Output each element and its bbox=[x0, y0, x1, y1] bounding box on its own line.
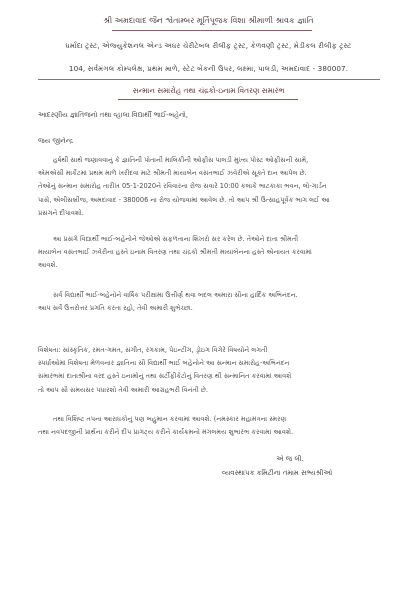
paragraph-line: સ્પર્ધાઓમાં વિશેષતા મેળવનાર જ્ઞાતિના સૌ વિદ્યાર્થી ભાઈ બહેનોને આ સન્માન સમારોહ-અભિનંદન bbox=[38, 359, 290, 368]
paragraph-line: પાસે, એલીસબ્રીજ, અમદાવાદ - 380006 ના રોજ યોજવામાં આવેલ છે. તો આપ શ્રી ઉત્સાહપૂર્વક ભાગ લઈ આ bbox=[38, 195, 330, 204]
paragraph-line: માયાબેન વસંતભાઈ ઝવેરીના હસ્તે ઇનામ વિતરણ તથા ચંદ્રકો શ્રીમતી માયાબેનના હસ્તે એનાયત કરવામાં bbox=[38, 248, 312, 257]
paragraph-line: તથા નવપદજીની પ્રાર્થના કરીને દીપ પ્રાગટ્ય કરીને કાર્યક્રમનો મંગલમય શુભારંભ કરવામાં આવશે. bbox=[38, 428, 294, 437]
event-title-underline bbox=[118, 99, 298, 100]
office-address: 104, સર્વમંગલ કોમ્પલેક્ષ, પ્રથમ માળે, સ્ટેટ બેંકની ઉપર, લક્ષ્મા, પાલડી, અમદાવાદ - 380007. bbox=[68, 64, 349, 73]
paragraph-line: આપ સર્વે ઉત્તરોત્તર પ્રગતિ કરતા રહો, તેવી અમારી શુભેચ્છા. bbox=[38, 304, 193, 313]
title-underline bbox=[112, 30, 312, 31]
signoff-committee: વ્યવસ્થાપક કમિટીના તમામ સભ્યશ્રીઓ bbox=[222, 469, 333, 477]
event-title: સન્માન સમારોહ તથા ચંદ્રકો-ઇનામ વિતરણ સમારંભ bbox=[132, 86, 285, 95]
header-divider bbox=[38, 79, 380, 80]
salutation: આદરણીય જ્ઞાતિજનો તથા વ્હાલા વિદ્યાર્થી ભાઈ-બહેનો, bbox=[38, 111, 189, 119]
paragraph-line: એમએસી માર્કેટમાં પ્રથમ માળે ખરીદવા માટે શ્રીમતી માયાબેન વસંતભાઈ ઝવેરીએ સૂક્તે દાન આપેલ છે. bbox=[38, 169, 307, 178]
paragraph-line: સર્વ વિદ્યાર્થી ભાઈ-બહેનોને વાર્ષિક પરીક્ષામાં ઉત્તીર્ણ થવા બદલ અમારા સૌના હાર્દિક અભિનંદન. bbox=[53, 291, 298, 299]
paragraph-line: પ્રસંગને દીપાવશો. bbox=[38, 208, 84, 217]
paragraph-congratulations bbox=[38, 289, 383, 315]
paragraph-line: તો આપ સૌ સમયસર પધારશો તેવી અમારી આગ્રહભરી વિનંતી છે. bbox=[38, 385, 209, 394]
paragraph-line: આવશે. bbox=[38, 261, 58, 270]
paragraph-line: તથા વિશિષ્ટ તપના આરાધકોનું પણ બહુમાન કરવામાં આવશે. (નમસ્કાર મહામંત્રના સ્મરણ bbox=[53, 415, 287, 423]
paragraph-special-achievements bbox=[38, 344, 383, 397]
paragraph-tapasya-honour bbox=[38, 413, 383, 439]
paragraph-prize-distribution bbox=[38, 233, 383, 273]
paragraph-line: તેઓનું સન્માન સમારોહ તારીખ 05-1-2020ને રવિવારના રોજ સવારે 10:00 કલાકે ભાટકાકા ભવન, લો-ગાર્ડન bbox=[38, 182, 327, 191]
signoff-line: એ જ લી. bbox=[276, 455, 304, 463]
paragraph-line: આ પ્રસંગે વિદ્યાર્થી ભાઈ-બહેનોને જેઓએ સફળતાના શિખરો સર કરેલ છે. તેઓને દાતા શ્રીમતી bbox=[53, 235, 299, 243]
paragraph-office-donation bbox=[38, 154, 383, 220]
paragraph-line: હર્ષથી સાથે જણાવવાનું કે જ્ઞાતિની પોતાની માલિકીની ઓફીસ પાલડી મુખ્ય પોસ્ટ ઓફીસની સામે, bbox=[53, 156, 309, 164]
greeting: જય જીનેન્દ્ર bbox=[38, 137, 74, 145]
community-title: શ્રી અમદાવાદ જૈન શ્વેતામ્બર મૂર્તિપૂજક વિશા શ્રીમાળી શ્રાવક જ્ઞાતિ bbox=[103, 16, 314, 25]
trust-names: ધર્માદા ટ્રસ્ટ, એજ્યુકેશનલ એન્ડ અધર ચેરીટેબલ રીલીફ ટ્રસ્ટ, કેળવણી ટ્રસ્ટ, મેડીકલ રીલીફ ટ્રસ્ટ bbox=[65, 41, 352, 50]
paragraph-line: વિશેષતા: સાંસ્કૃતિક, રમત-ગમત, સંગીત, રંગકામ, પેઇન્ટીંગ, ડ્રોઇંગ વિગેરે વિષયોને લગતી bbox=[38, 346, 268, 354]
paragraph-line: સમારંભમાં દાતાશ્રીના વરદ હસ્તે ઇનામોનું તથા સર્ટીફીકેટોનું વિતરણ થી સન્માનિત કરવામાં આવશે bbox=[38, 372, 292, 381]
